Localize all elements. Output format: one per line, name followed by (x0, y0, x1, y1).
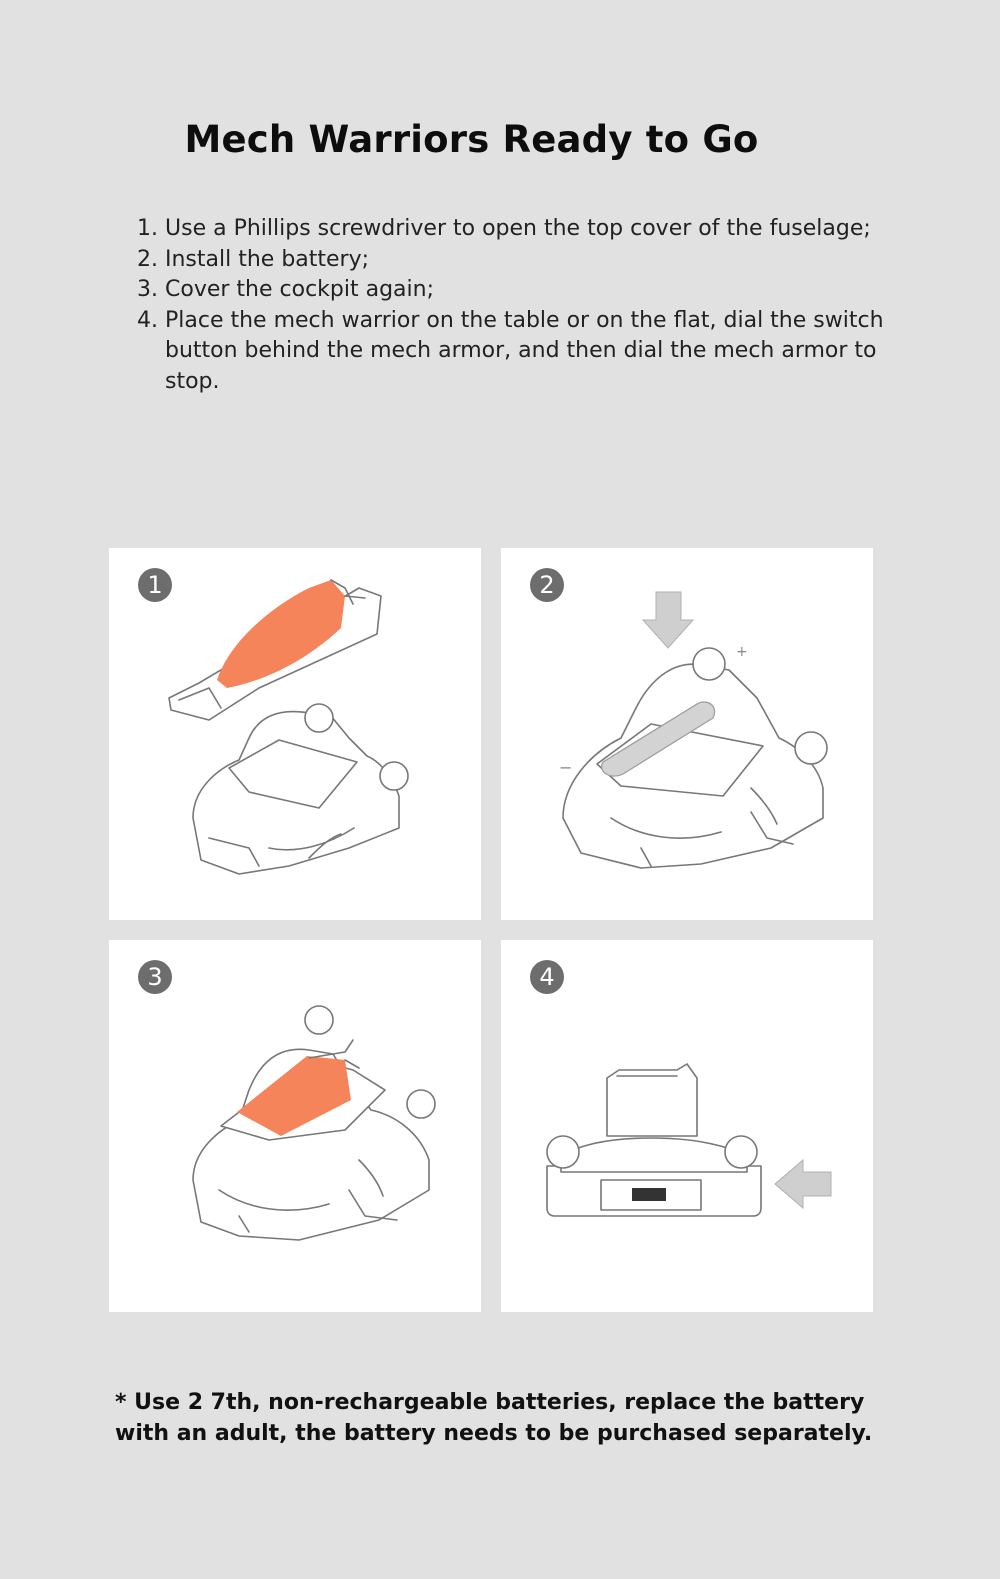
mech-rear-switch-illustration (501, 940, 873, 1312)
minus-label: − (559, 758, 573, 777)
battery-note: * Use 2 7th, non-rechargeable batteries, replace the battery with an adult, the battery needs to be purchased separately. (115, 1390, 873, 1446)
step-number: 3. (137, 277, 158, 302)
step-item (137, 306, 897, 398)
step-badge-4: 4 (530, 960, 564, 994)
left-arrow-icon (775, 1160, 831, 1208)
step-item (137, 214, 897, 245)
step-text: Cover the cockpit again; (165, 277, 434, 302)
step-number: 4. (137, 307, 158, 333)
step-number: 2. (137, 246, 158, 272)
step-item (137, 275, 897, 306)
down-arrow-icon (643, 592, 693, 648)
switch-button-icon (632, 1188, 666, 1201)
plus-label: + (736, 644, 748, 660)
step-badge-2: 2 (530, 568, 564, 602)
mech-battery-illustration (501, 548, 873, 920)
step-text: Use a Phillips screwdriver to open the top cover of the fuselage; (165, 216, 871, 241)
step-text: Install the battery; (165, 246, 370, 272)
step-4-illustration-panel (501, 940, 873, 1312)
mech-cover-closed-illustration (109, 940, 481, 1312)
page-title: Mech Warriors Ready to Go (184, 118, 759, 161)
step-item (137, 245, 897, 276)
step-1-illustration-panel (109, 548, 481, 920)
step-badge-1: 1 (138, 568, 172, 602)
instruction-steps (137, 214, 897, 397)
step-number: 1. (137, 216, 158, 241)
step-3-illustration-panel (109, 940, 481, 1312)
mech-open-cover-illustration (109, 548, 481, 920)
cockpit-box-shape (607, 1064, 697, 1136)
step-text: Place the mech warrior on the table or on the flat, dial the switch button behind the mech armor, and then dial the mech armor to stop. (165, 307, 884, 394)
step-2-illustration-panel (501, 548, 873, 920)
step-badge-3: 3 (138, 960, 172, 994)
